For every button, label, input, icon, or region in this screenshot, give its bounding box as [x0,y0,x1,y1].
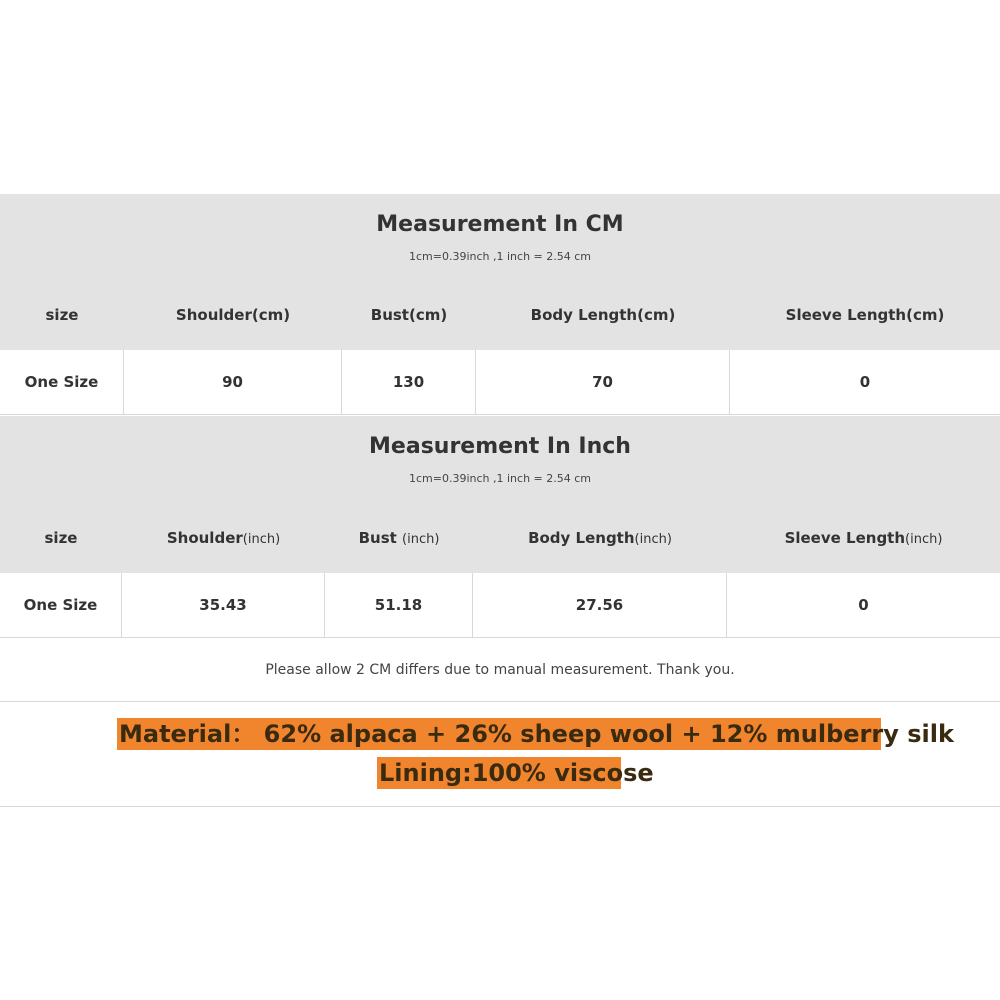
measurement-note: Please allow 2 CM differs due to manual measurement. Thank you. [0,639,1000,702]
material-line: Material： 62% alpaca + 26% sheep wool + 12% mulberry silk [119,720,954,748]
inch-conversion-note: 1cm=0.39inch ,1 inch = 2.54 cm [408,472,591,485]
cm-header-body-length: Body Length(cm) [530,306,676,324]
inch-header-shoulder: Shoulder(inch) [166,529,281,547]
cm-header-size: size [45,306,79,324]
cm-conversion-note: 1cm=0.39inch ,1 inch = 2.54 cm [408,250,591,263]
inch-header-size: size [44,529,78,547]
cm-header-shoulder: Shoulder(cm) [175,306,291,324]
inch-cell-bust: 51.18 [325,573,473,637]
cm-cell-bust: 130 [342,350,476,414]
inch-cell-size: One Size [0,573,122,637]
cm-header-bust: Bust(cm) [370,306,448,324]
cm-cell-body-length: 70 [476,350,730,414]
cm-table-title: Measurement In CM [376,212,624,237]
inch-cell-body-length: 27.56 [473,573,727,637]
inch-table-header [0,416,1000,573]
lining-line: Lining:100% viscose [379,759,654,787]
inch-cell-sleeve-length: 0 [858,596,869,614]
inch-table-row [0,573,1000,638]
inch-table-title: Measurement In Inch [369,434,631,459]
material-section [0,702,1000,807]
inch-header-body-length: Body Length(inch) [528,529,672,547]
inch-cell-shoulder: 35.43 [122,573,325,637]
cm-table-header [0,194,1000,350]
cm-header-sleeve-length: Sleeve Length(cm) [785,306,945,324]
inch-header-sleeve-length: Sleeve Length(inch) [784,529,943,547]
cm-cell-sleeve-length: 0 [859,373,871,391]
cm-table-row [0,350,1000,415]
inch-header-bust: Bust (inch) [358,529,440,547]
cm-cell-shoulder: 90 [124,350,342,414]
cm-cell-size: One Size [0,350,124,414]
